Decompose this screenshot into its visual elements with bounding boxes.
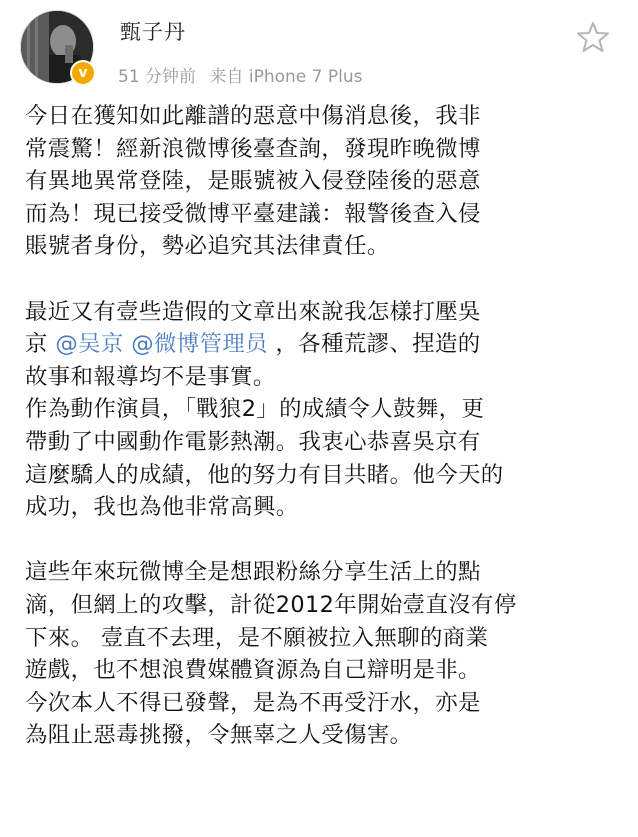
post-text-line: 常震驚！經新浪微博後臺查詢，發現昨晚微博 — [25, 135, 481, 162]
post-text-line: 最近又有壹些造假的文章出來說我怎樣打壓吳 — [25, 298, 481, 325]
post-text-line: 今日在獲知如此離譜的惡意中傷消息後，我非 — [25, 103, 481, 129]
post-text: ，各種荒謬、捏造的 — [267, 331, 481, 358]
post-text-line: 作為動作演員，「戰狼2」的成績令人鼓舞，更 — [25, 396, 485, 423]
post-text-line: 下來。 壹直不去理，是不願被拉入無聊的商業 — [25, 624, 489, 651]
paragraph-gap — [25, 524, 623, 557]
post-meta — [118, 62, 370, 87]
post-time: 51 分钟前 — [118, 67, 197, 87]
post-text-line: 這些年來玩微博全是想跟粉絲分享生活上的點 — [25, 559, 481, 586]
post-source: 来自 iPhone 7 Plus — [209, 67, 363, 87]
post-text-line-with-mentions — [25, 328, 623, 361]
post-text-line: 故事和報導均不是事實。 — [25, 363, 276, 390]
mention-link-weibo-admin[interactable]: @微博管理员 — [131, 331, 268, 358]
mention-link-wu-jing[interactable]: @吴京 — [55, 331, 124, 358]
post-text-line: 滴，但網上的攻擊，計從2012年開始壹直沒有停 — [25, 591, 517, 618]
post-text-line: 這麼驕人的成績，他的努力有目共睹。他今天的 — [25, 461, 504, 488]
post-text-line: 遊戲，也不想浪費媒體資源為自己辯明是非。 — [25, 657, 481, 684]
post-text-line: 有異地異常登陸，是賬號被入侵登陸後的惡意 — [25, 168, 481, 195]
post-text-line: 賬號者身份，勢必追究其法律責任。 — [25, 233, 390, 260]
paragraph-gap — [25, 263, 623, 296]
post-text-line: 今次本人不得已發聲，是為不再受汙水，亦是 — [25, 689, 481, 716]
post-text-line: 為阻止惡毒挑撥，令無辜之人受傷害。 — [25, 722, 413, 749]
post-text: 京 — [25, 331, 56, 358]
star-outline-icon[interactable] — [576, 20, 610, 54]
post-header — [0, 0, 638, 100]
post-text-line: 成功，我也為他非常高興。 — [25, 494, 299, 521]
username[interactable]: 甄子丹 — [120, 20, 186, 44]
post-text-line: 帶動了中國動作電影熱潮。我衷心恭喜吳京有 — [25, 428, 481, 455]
post-body — [25, 100, 623, 752]
verified-badge-icon: v — [70, 60, 96, 86]
post-text-line: 而為！現已接受微博平臺建議：報警後查入侵 — [25, 200, 481, 227]
